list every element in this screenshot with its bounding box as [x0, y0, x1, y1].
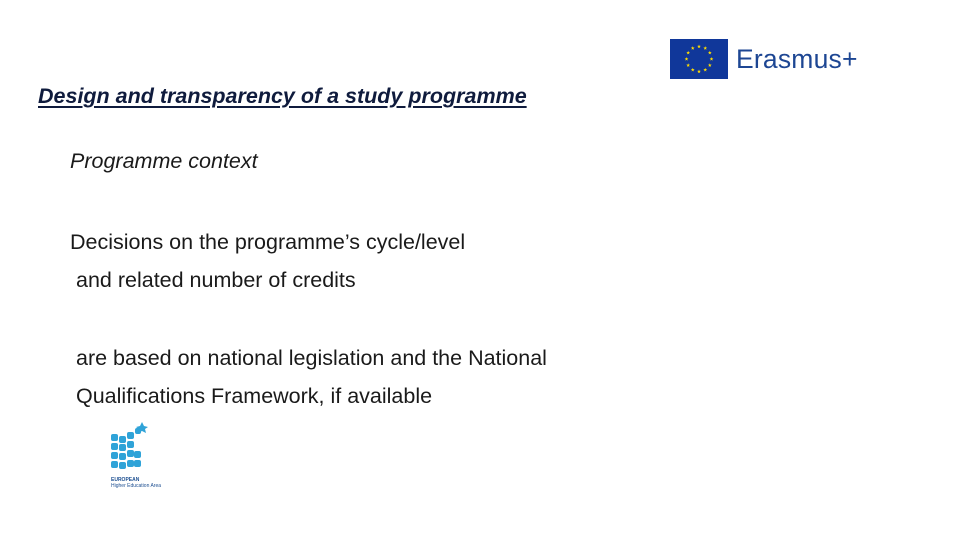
ehea-caption	[111, 477, 161, 489]
ehea-caption-line: Higher Education Area	[111, 483, 162, 489]
eu-flag-icon	[670, 39, 728, 79]
paragraph-line: are based on national legislation and the National	[76, 346, 547, 370]
erasmus-plus-logo	[670, 39, 858, 79]
ehea-logo	[105, 420, 175, 496]
ehea-puzzle-icon	[105, 420, 175, 476]
slide-title: Design and transparency of a study programme	[38, 84, 527, 108]
ehea-caption-line: EUROPEAN	[111, 477, 140, 483]
paragraph-line: Decisions on the programme’s cycle/level	[70, 230, 466, 254]
section-subtitle: Programme context	[70, 149, 258, 173]
paragraph-line: and related number of credits	[76, 268, 356, 292]
paragraph-line: Qualifications Framework, if available	[76, 384, 433, 408]
erasmus-wordmark: Erasmus+	[736, 44, 858, 74]
paragraph-legislation	[76, 339, 547, 415]
paragraph-cycle-level	[70, 223, 465, 299]
